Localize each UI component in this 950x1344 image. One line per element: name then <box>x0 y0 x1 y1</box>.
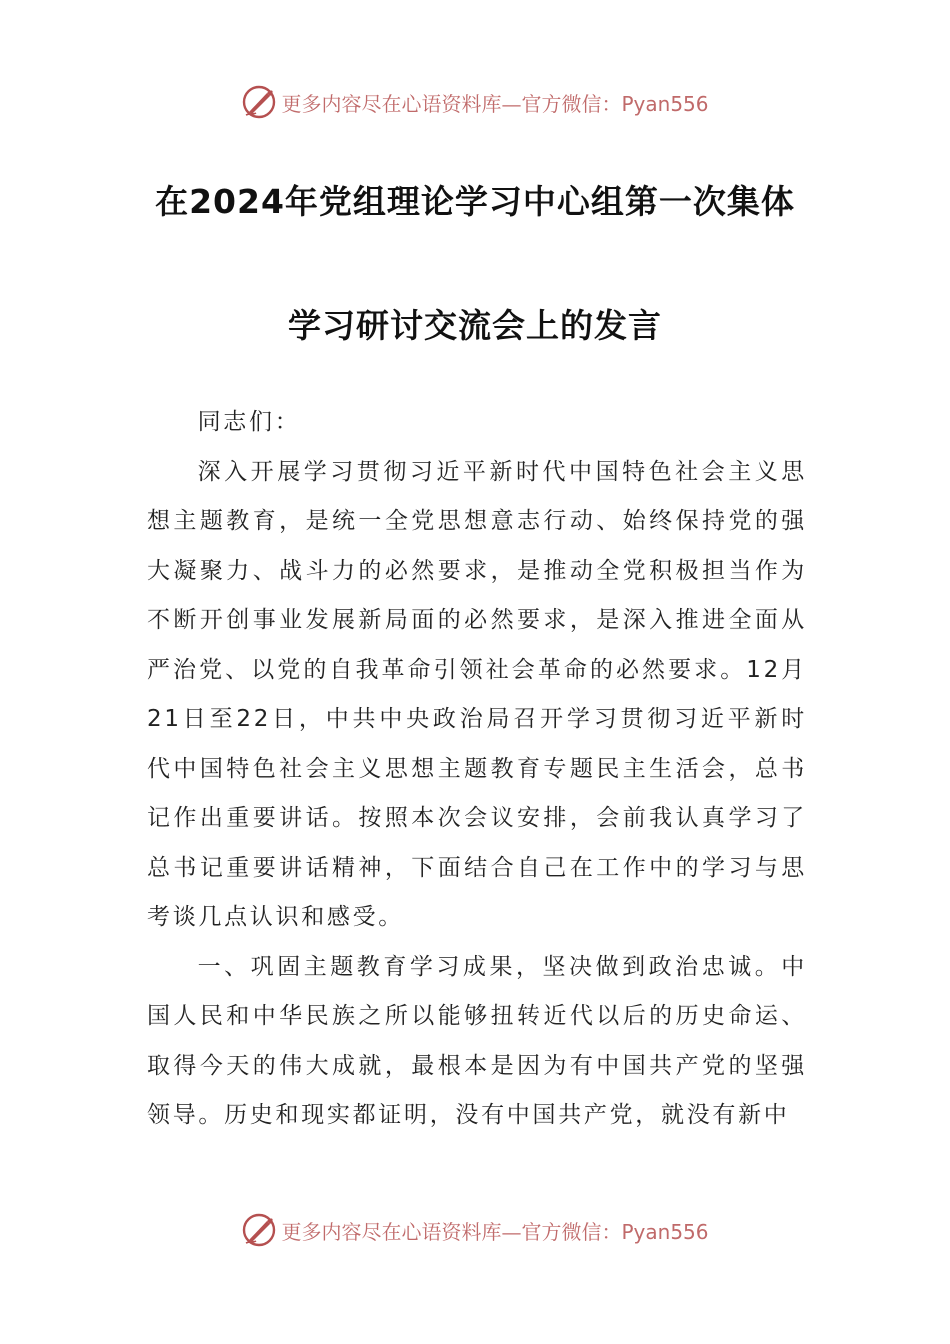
header-watermark-banner <box>0 82 950 122</box>
document-body <box>147 398 807 1141</box>
document-title-line-1: 在2024年党组理论学习中心组第一次集体 <box>155 182 795 221</box>
watermark-text: 更多内容尽在心语资料库—官方微信：Pyan556 <box>281 1219 709 1244</box>
watermark-text: 更多内容尽在心语资料库—官方微信：Pyan556 <box>281 91 709 116</box>
body-paragraph-2: 一、巩固主题教育学习成果，坚决做到政治忠诚。中国人民和中华民族之所以能够扭转近代以后的历史命运、取得今天的伟大成就，最根本是因为有中国共产党的坚强领导。历史和现实都证明，没有中国共产党，就没有新中 <box>147 953 807 1128</box>
footer-watermark-banner <box>0 1210 950 1250</box>
document-title-line-2: 学习研讨交流会上的发言 <box>288 306 662 345</box>
quill-pen-logo-icon <box>241 84 277 120</box>
quill-pen-logo-icon <box>241 1212 277 1248</box>
salutation: 同志们： <box>197 409 301 435</box>
body-paragraph-1: 深入开展学习贯彻习近平新时代中国特色社会主义思想主题教育，是统一全党思想意志行动、始终保持党的强大凝聚力、战斗力的必然要求，是推动全党积极担当作为不断开创事业发展新局面的必然要求，是深入推进全面从严治党、以党的自我革命引领社会革命的必然要求。12月21日至22日，中共中央政治局召开学习贯彻习近平新时代中国特色社会主义思想主题教育专题民主生活会，总书记作出重要讲话。按照本次会议安排，会前我认真学习了总书记重要讲话精神，下面结合自己在工作中的学习与思考谈几点认识和感受。 <box>147 458 807 930</box>
